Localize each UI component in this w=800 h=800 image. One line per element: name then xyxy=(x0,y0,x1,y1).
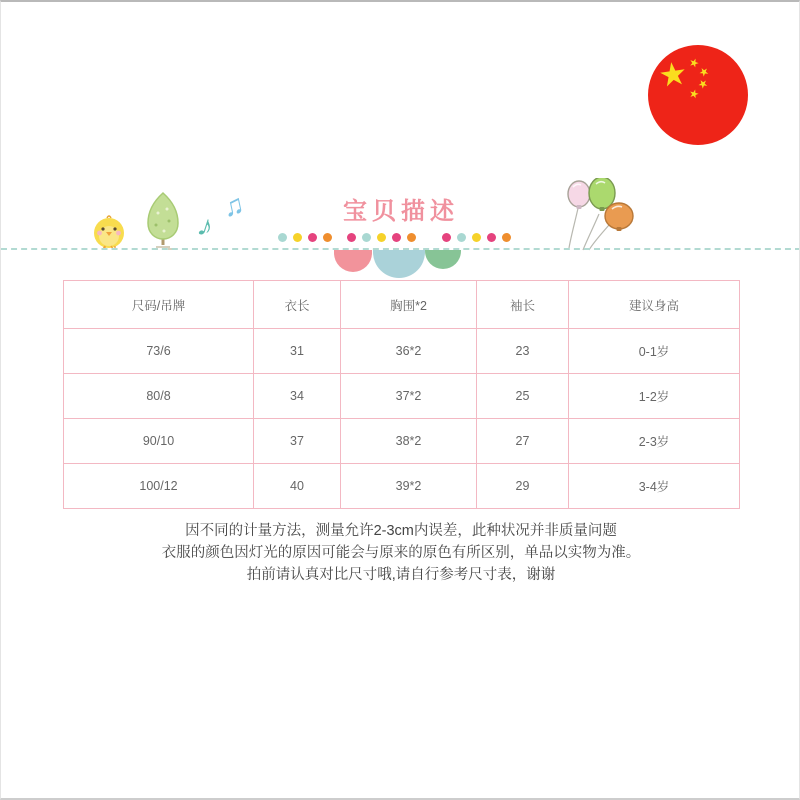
pink-dot xyxy=(308,233,317,242)
orange-dot xyxy=(407,233,416,242)
teal-dot xyxy=(457,233,466,242)
table-cell: 0-1岁 xyxy=(569,329,740,374)
table-cell: 36*2 xyxy=(341,329,477,374)
yellow-dot xyxy=(472,233,481,242)
note-line-2: 衣服的颜色因灯光的原因可能会与原来的原色有所区别，单品以实物为准。 xyxy=(161,545,641,561)
size-chart-table xyxy=(63,280,740,509)
table-cell: 39*2 xyxy=(341,464,477,509)
table-row xyxy=(64,464,740,509)
table-cell: 1-2岁 xyxy=(569,374,740,419)
table-cell: 29 xyxy=(477,464,569,509)
china-flag-icon xyxy=(648,45,748,145)
music-note-icon: ♪ xyxy=(193,208,218,245)
yellow-dot xyxy=(293,233,302,242)
note-line-1: 因不同的计量方法，测量允许2-3cm内误差，此种状况并非质量问题 xyxy=(185,523,617,539)
table-row xyxy=(64,329,740,374)
table-cell: 23 xyxy=(477,329,569,374)
pink-dot xyxy=(392,233,401,242)
note-line-3: 拍前请认真对比尺寸哦,请自行参考尺寸表，谢谢 xyxy=(246,567,556,583)
table-cell: 34 xyxy=(254,374,341,419)
table-cell: 25 xyxy=(477,374,569,419)
scallop-green xyxy=(425,250,461,269)
music-note-icon: ♫ xyxy=(219,188,247,223)
table-cell: 38*2 xyxy=(341,419,477,464)
table-cell: 27 xyxy=(477,419,569,464)
orange-dot xyxy=(323,233,332,242)
header-cell-size: 尺码/吊牌 xyxy=(64,281,254,329)
table-cell: 3-4岁 xyxy=(569,464,740,509)
balloons-icon xyxy=(557,178,653,257)
table-cell: 37*2 xyxy=(341,374,477,419)
table-cell: 2-3岁 xyxy=(569,419,740,464)
table-cell: 73/6 xyxy=(64,329,254,374)
dot-group-2 xyxy=(347,233,416,242)
header-cell-chest: 胸围*2 xyxy=(341,281,477,329)
table-cell: 37 xyxy=(254,419,341,464)
dot-group-3 xyxy=(442,233,511,242)
measurement-notes xyxy=(1,520,800,586)
flag-stars-graphic xyxy=(648,45,748,145)
header-cell-sleeve: 袖长 xyxy=(477,281,569,329)
table-row xyxy=(64,419,740,464)
table-cell: 40 xyxy=(254,464,341,509)
table-cell: 31 xyxy=(254,329,341,374)
table-cell: 90/10 xyxy=(64,419,254,464)
teal-dot xyxy=(278,233,287,242)
table-cell: 80/8 xyxy=(64,374,254,419)
pink-dot xyxy=(347,233,356,242)
table-cell: 100/12 xyxy=(64,464,254,509)
table-header-row xyxy=(64,281,740,329)
scallop-pink xyxy=(334,250,372,272)
yellow-dot xyxy=(377,233,386,242)
scallop-blue xyxy=(373,250,425,278)
page-title: 宝贝描述 xyxy=(343,198,459,225)
table-row xyxy=(64,374,740,419)
header-cell-length: 衣长 xyxy=(254,281,341,329)
orange-dot xyxy=(502,233,511,242)
pink-dot xyxy=(442,233,451,242)
pink-dot xyxy=(487,233,496,242)
dot-group-1 xyxy=(278,233,332,242)
header-cell-height: 建议身高 xyxy=(569,281,740,329)
teal-dot xyxy=(362,233,371,242)
tree-icon xyxy=(142,191,184,256)
